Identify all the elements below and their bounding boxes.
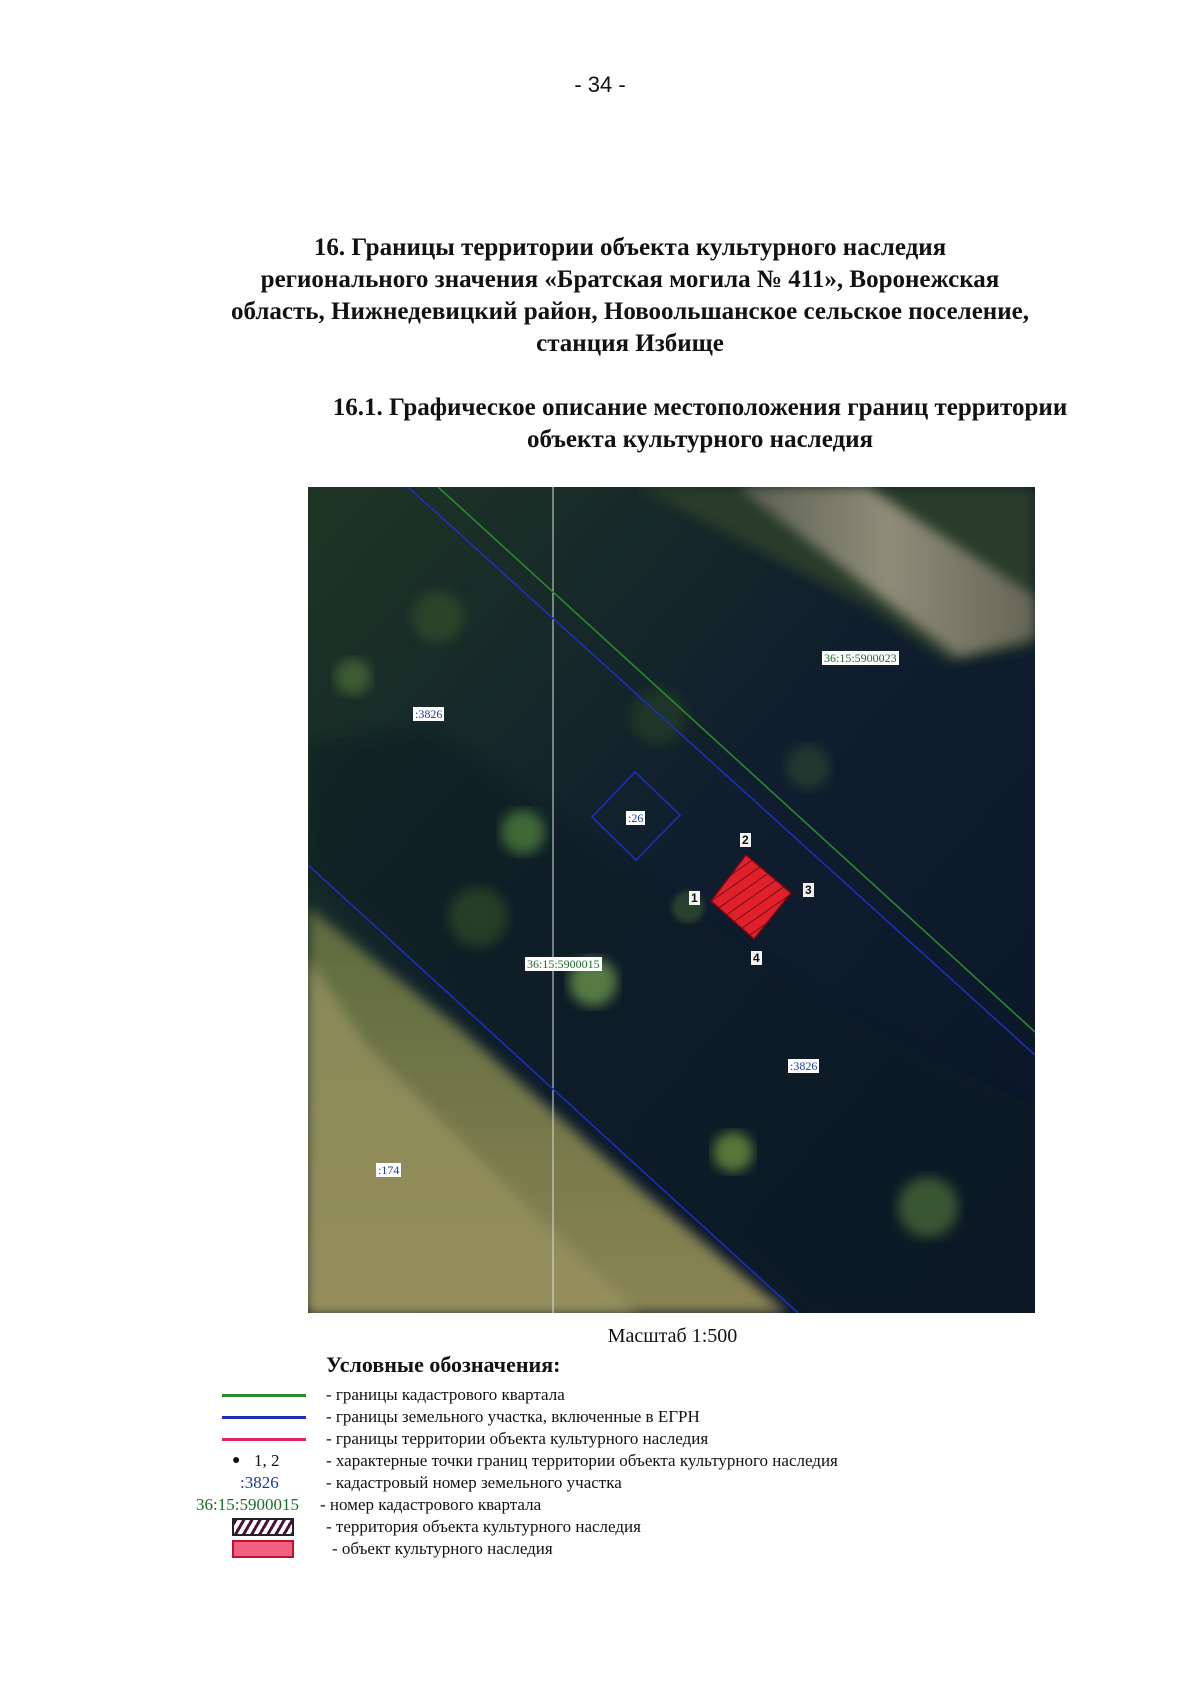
boundary-point-label[interactable]: 4 bbox=[753, 951, 760, 965]
legend-item bbox=[0, 1472, 1200, 1494]
subheading-line: 16.1. Графическое описание местоположения границ территории bbox=[332, 394, 1068, 421]
parcel-number-label[interactable]: :174 bbox=[378, 1163, 400, 1177]
legend-item-text: - границы территории объекта культурного наследия bbox=[326, 1429, 709, 1448]
legend-item bbox=[0, 1538, 1200, 1560]
quarter-number-label[interactable]: 36:15:5900015 bbox=[527, 957, 600, 971]
cadastral-map[interactable] bbox=[308, 487, 1035, 1313]
heading-line: регионального значения «Братская могила № 411», Воронежская bbox=[260, 266, 1000, 293]
legend-item bbox=[0, 1406, 1200, 1428]
heading-line: 16. Границы территории объекта культурного наследия bbox=[313, 234, 947, 261]
section-heading bbox=[180, 232, 1080, 360]
legend-symbol-text: 1, 2 bbox=[254, 1451, 280, 1470]
legend-symbol-text: 36:15:5900015 bbox=[196, 1495, 299, 1514]
legend-item bbox=[0, 1494, 1200, 1516]
legend-item-text: - характерные точки границ территории объекта культурного наследия bbox=[326, 1451, 838, 1470]
boundary-point-label[interactable]: 2 bbox=[742, 833, 749, 847]
heading-line: станция Избище bbox=[536, 330, 724, 357]
legend-item-text: - объект культурного наследия bbox=[332, 1539, 553, 1558]
legend-symbol-text: :3826 bbox=[240, 1473, 279, 1492]
quarter-number-label[interactable]: 36:15:5900023 bbox=[824, 651, 897, 665]
boundary-point-label[interactable]: 3 bbox=[805, 883, 812, 897]
blue-line-symbol bbox=[222, 1416, 306, 1419]
legend-item bbox=[0, 1516, 1200, 1538]
legend-item-text: - границы кадастрового квартала bbox=[326, 1385, 565, 1404]
subsection-heading bbox=[260, 392, 1140, 456]
parcel-number-label[interactable]: :26 bbox=[628, 811, 644, 825]
legend-item-text: - номер кадастрового квартала bbox=[320, 1495, 542, 1514]
legend-item bbox=[0, 1384, 1200, 1406]
hatched-box-icon bbox=[232, 1518, 294, 1536]
legend-item-text: - территория объекта культурного наследия bbox=[326, 1517, 641, 1536]
legend-item bbox=[0, 1428, 1200, 1450]
legend-title: Условные обозначения: bbox=[326, 1352, 561, 1377]
subheading-line: объекта культурного наследия bbox=[526, 426, 874, 453]
parcel-number-label[interactable]: :3826 bbox=[415, 707, 443, 721]
point-icon: ● bbox=[232, 1453, 241, 1468]
heading-line: область, Нижнедевицкий район, Новоольшанское сельское поселение, bbox=[231, 298, 1029, 325]
green-line-symbol bbox=[222, 1394, 306, 1397]
boundary-point-label[interactable]: 1 bbox=[691, 891, 698, 905]
map-scale: Масштаб 1:500 bbox=[607, 1325, 738, 1347]
page-number: - 34 - bbox=[574, 72, 626, 97]
parcel-number-label[interactable]: :3826 bbox=[790, 1059, 818, 1073]
legend-item-text: - кадастровый номер земельного участка bbox=[326, 1473, 622, 1492]
magenta-line-symbol bbox=[222, 1438, 306, 1441]
legend-item-text: - границы земельного участка, включенные в ЕГРН bbox=[326, 1407, 700, 1426]
map-graphics bbox=[308, 487, 1035, 1313]
legend-item bbox=[0, 1450, 1200, 1472]
red-box-icon bbox=[232, 1540, 294, 1558]
